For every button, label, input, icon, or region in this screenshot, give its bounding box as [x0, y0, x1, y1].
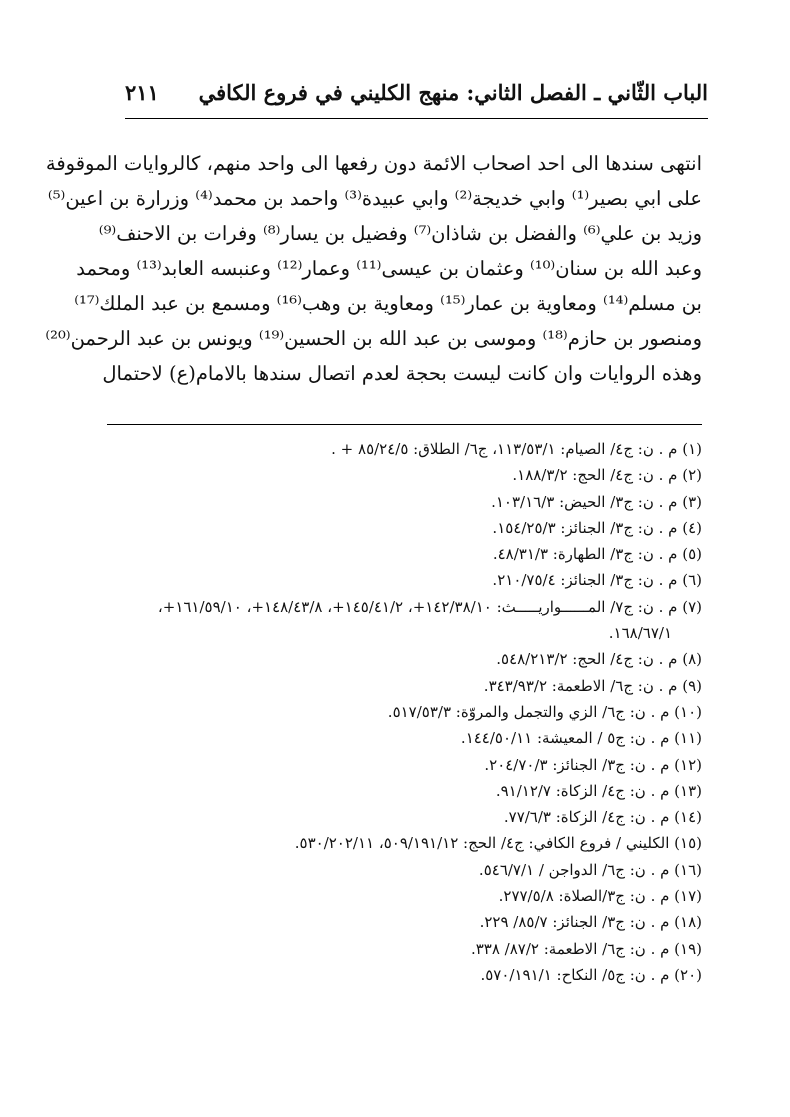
body-line: وزيد بن علي⁽⁶⁾ والفضل بن شاذان⁽⁷⁾ وفضيل بن يسار⁽⁸⁾ وفرات بن الاحنف⁽⁹⁾ [98, 222, 702, 245]
footnote: (١١) م . ن: ج٥ / المعيشة: ١٤٤/٥٠/١١. [460, 729, 702, 748]
footnote: (٦) م . ن: ج٣/ الجنائز: ٢١٠/٧٥/٤. [492, 571, 702, 590]
footnote: (١٤) م . ن: ج٤/ الزكاة: ٧٧/٦/٣. [503, 808, 702, 827]
footnote: (٩) م . ن: ج٦/ الاطعمة: ٣٤٣/٩٣/٢. [483, 676, 702, 695]
footnote: (١٧) م . ن: ج٣/الصلاة: ٢٧٧/٥/٨. [498, 887, 702, 906]
body-line: على ابي بصير⁽¹⁾ وابي خديجة⁽²⁾ وابي عبيدة⁽³⁾ واحمد بن محمد⁽⁴⁾ وزرارة بن اعين⁽⁵⁾ [47, 187, 702, 210]
footnote: (١٦) م . ن: ج٦/ الدواجن / ٥٤٦/٧/١. [478, 860, 702, 879]
body-line: انتهى سندها الى احد اصحاب الائمة دون رفعها الى واحد منهم، كالروايات الموقوفة [45, 152, 702, 175]
body-line: ومنصور بن حازم⁽¹⁸⁾ وموسى بن عبد الله بن الحسين⁽¹⁹⁾ ويونس بن عبد الرحمن⁽²⁰⁾ [45, 327, 702, 350]
header-title: الباب الثّاني ـ الفصل الثاني: منهج الكليني في فروع الكافي [198, 80, 708, 105]
footnote-continuation: ١٦٨/٦٧/١. [608, 624, 672, 643]
footnote: (٥) م . ن: ج٣/ الطهارة: ٤٨/٣١/٣. [492, 545, 702, 564]
footnote: (١٨) م . ن: ج٣/ الجنائز: ٨٥/٧/ ٢٢٩. [479, 913, 702, 932]
footnote: (١٩) م . ن: ج٦/ الاطعمة: ٨٧/٢/ ٣٣٨. [470, 939, 702, 958]
footnote: (١٢) م . ن: ج٣/ الجنائز: ٢٠٤/٧٠/٣. [484, 755, 702, 774]
body-line: وهذه الروايات وان كانت ليست بحجة لعدم اتصال سندها بالامام(ع) لاحتمال [102, 362, 702, 385]
footnote: (١٥) الكليني / فروع الكافي: ج٤/ الحج: ٥٠٩/١٩١/١٢، ٥٣٠/٢٠٢/١١. [294, 834, 702, 853]
footnote: (٨) م . ن: ج٤/ الحج: ٥٤٨/٢١٣/٢. [496, 650, 702, 669]
footnote: (١٠) م . ن: ج٦/ الزي والتجمل والمروّة: ٥١٧/٥٣/٣. [387, 702, 702, 721]
footnote: (٣) م . ن: ج٣/ الحيض: ١٠٣/١٦/٣. [491, 492, 702, 511]
footnote: (٤) م . ن: ج٣/ الجنائز: ١٥٤/٢٥/٣. [492, 518, 702, 537]
footnote: (٧) م . ن: ج٧/ المــــــواريـــــث: ١٤٢/٣٨/١٠+، ١٤٥/٤١/٢+، ١٤٨/٤٣/٨+، ١٦١/٥٩/١٠+، [157, 597, 702, 616]
body-line: وعبد الله بن سنان⁽¹⁰⁾ وعثمان بن عيسى⁽¹¹⁾ وعمار⁽¹²⁾ وعنبسه العابد⁽¹³⁾ ومحمد [76, 257, 702, 280]
footnote: (٢٠) م . ن: ج٥/ النكاح: ٥٧٠/١٩١/١. [480, 965, 702, 984]
running-header [125, 80, 708, 105]
footnote-separator [107, 424, 702, 425]
footnotes [100, 436, 702, 988]
footnote: (١) م . ن: ج٤/ الصيام: ١١٣/٥٣/١، ج٦/ الطلاق: ٨٥/٢٤/٥ + . [331, 440, 702, 458]
body-paragraph [45, 146, 702, 391]
body-line: بن مسلم⁽¹⁴⁾ ومعاوية بن عمار⁽¹⁵⁾ ومعاوية بن وهب⁽¹⁶⁾ ومسمع بن عبد الملك⁽¹⁷⁾ [74, 292, 702, 315]
header-rule [125, 118, 708, 119]
page-number: ٢١١ [125, 80, 159, 105]
footnote: (٢) م . ن: ج٤/ الحج: ١٨٨/٣/٢. [512, 466, 702, 485]
footnote: (١٣) م . ن: ج٤/ الزكاة: ٩١/١٢/٧. [495, 781, 702, 800]
